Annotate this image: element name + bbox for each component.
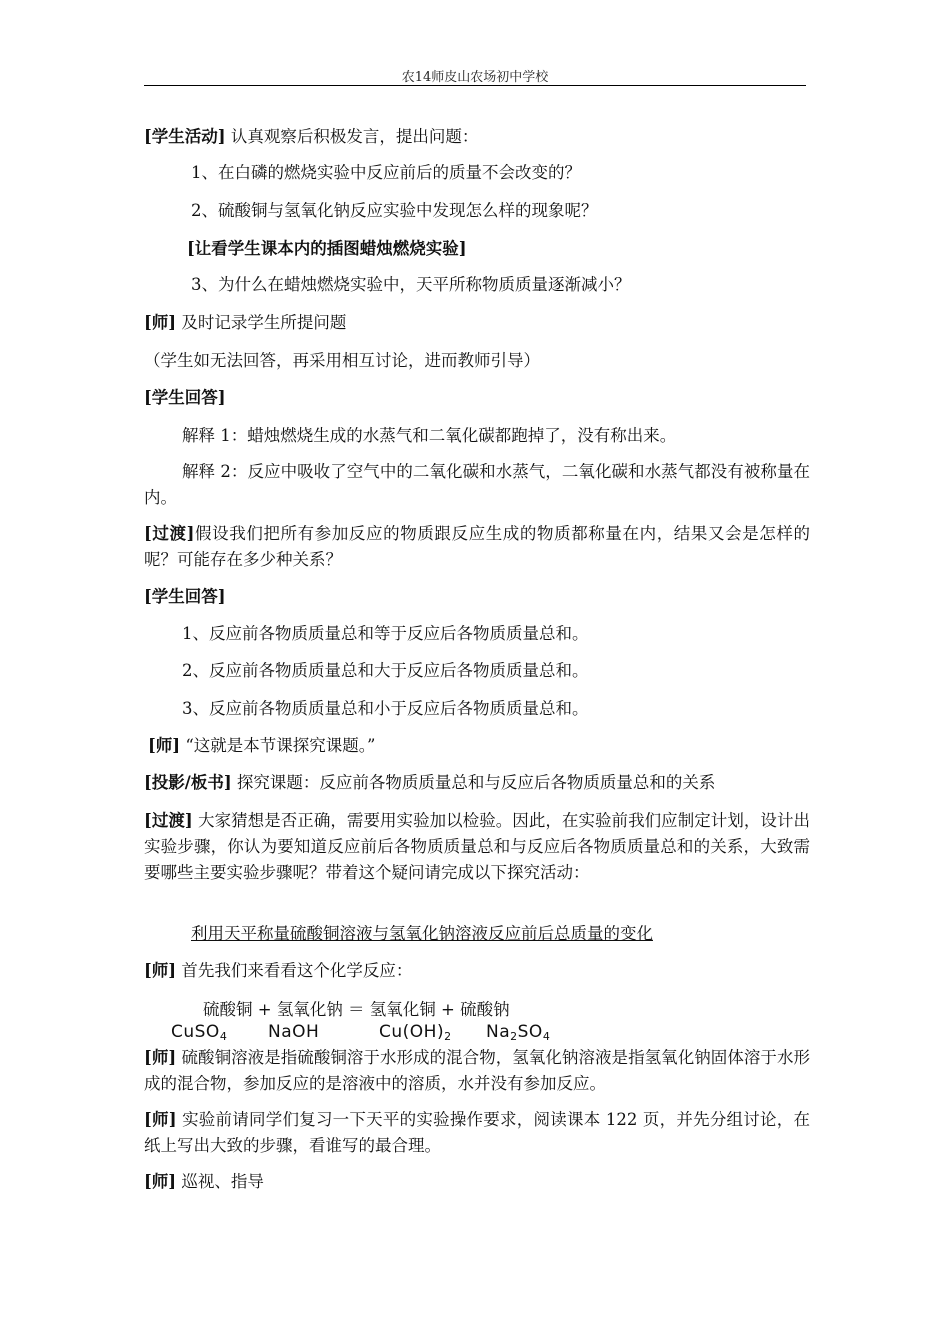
- paragraph-transition-2: [144, 808, 810, 886]
- question-1: 1、在白磷的燃烧实验中反应前后的质量不会改变的？: [191, 163, 581, 182]
- label-student-activity: [学生活动]: [144, 127, 226, 146]
- paragraph-text: 认真观察后积极发言，提出问题：: [225, 127, 479, 146]
- paragraph-teacher-solution: [144, 1045, 810, 1097]
- paragraph-text: 实验前请同学们复习一下天平的实验操作要求，阅读课本 122 页，并先分组讨论，在纸上写出大致的步骤，看谁写的最合理。: [144, 1110, 810, 1155]
- paragraph-teacher-topic: [148, 733, 814, 759]
- paragraph-text: 首先我们来看看这个化学反应：: [176, 961, 413, 980]
- paragraph-text: 及时记录学生所提问题: [176, 313, 347, 332]
- paragraph-text: 假设我们把所有参加反应的物质跟反应生成的物质都称量在内，结果又会是怎样的呢？可能存在多少种关系？: [144, 524, 810, 569]
- formula-copper-hydroxide: $Cu(OH)_2$: [379, 1022, 452, 1043]
- paragraph-text: 探究课题：反应前各物质质量总和与反应后各物质质量总和的关系: [231, 773, 716, 792]
- paragraph-teacher-balance: [144, 1107, 810, 1159]
- label-transition: [过渡]: [144, 524, 195, 543]
- paragraph-text: 巡视、指导: [176, 1172, 264, 1191]
- formula-copper-sulfate: CuSO$_4$: [171, 1022, 228, 1043]
- paragraph-teacher-record: [144, 310, 810, 336]
- label-teacher: [师]: [144, 1172, 177, 1191]
- word-equation: 硫酸铜 + 氢氧化钠 ＝ 氢氧化铜 + 硫酸钠: [203, 1000, 510, 1019]
- formula-sodium-sulfate: $Na_2SO_4$: [486, 1022, 551, 1043]
- label-projection: [投影/板书]: [144, 773, 232, 792]
- textbook-figure-note: [让看学生课本内的插图蜡烛燃烧实验]: [187, 239, 467, 258]
- explanation-2: 解释 2：反应中吸收了空气中的二氧化碳和水蒸气，二氧化碳和水蒸气都没有被称量在内。: [144, 462, 810, 507]
- label-student-answer: [学生回答]: [144, 388, 226, 407]
- question-2: 2、硫酸铜与氢氧化钠反应实验中发现怎么样的现象呢？: [191, 201, 598, 220]
- paragraph-text: 硫酸铜溶液是指硫酸铜溶于水形成的混合物，氢氧化钠溶液是指氢氧化钠固体溶于水形成的混合物，参加反应的是溶液中的溶质，水并没有参加反应。: [144, 1048, 810, 1093]
- page-header: 农14师皮山农场初中学校: [401, 70, 549, 85]
- label-teacher: [师]: [144, 313, 177, 332]
- paragraph-note: （学生如无法回答，再采用相互讨论，进而教师引导）: [144, 351, 540, 370]
- paragraph-teacher-reaction: [144, 958, 810, 984]
- paragraph-text: 大家猜想是否正确，需要用实验加以检验。因此，在实验前我们应制定计划，设计出实验步骤，你认为要知道反应前后各物质质量总和与反应后各物质质量总和的关系，大致需要哪些主要实验步骤呢？带着这个疑问请完成以下探究活动：: [144, 811, 810, 882]
- paragraph-projection: [144, 770, 810, 796]
- label-teacher: [师]: [144, 1048, 177, 1067]
- paragraph-text: “这就是本节课探究课题。”: [180, 736, 376, 755]
- question-3: 3、为什么在蜡烛燃烧实验中，天平所称物质质量逐渐减小？: [191, 275, 631, 294]
- paragraph-student-activity: [144, 124, 810, 150]
- label-student-answer-2: [学生回答]: [144, 587, 226, 606]
- paragraph-teacher-guide: [144, 1169, 810, 1195]
- activity-title: 利用天平称量硫酸铜溶液与氢氧化钠溶液反应前后总质量的变化: [191, 924, 653, 943]
- paragraph-transition-1: [144, 521, 810, 573]
- label-teacher: [师]: [144, 961, 177, 980]
- header-divider: [144, 85, 806, 86]
- answer-1: 1、反应前各物质质量总和等于反应后各物质质量总和。: [182, 624, 589, 643]
- answer-2: 2、反应前各物质质量总和大于反应后各物质质量总和。: [182, 661, 589, 680]
- label-transition: [过渡]: [144, 811, 193, 830]
- formula-sodium-hydroxide: NaOH: [268, 1022, 320, 1042]
- label-teacher: [师]: [148, 736, 181, 755]
- explanation-1: 解释 1：蜡烛燃烧生成的水蒸气和二氧化碳都跑掉了，没有称出来。: [182, 426, 677, 445]
- label-teacher: [师]: [144, 1110, 177, 1129]
- answer-3: 3、反应前各物质质量总和小于反应后各物质质量总和。: [182, 699, 589, 718]
